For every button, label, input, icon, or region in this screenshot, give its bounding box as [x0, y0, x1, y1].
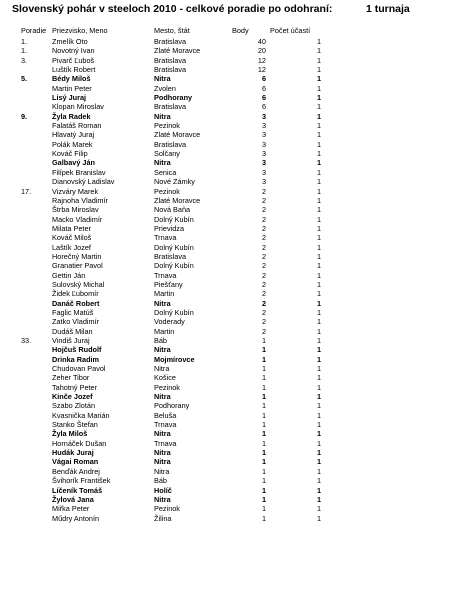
cell-name: Gettin Ján	[52, 270, 86, 280]
cell-city: Bratislava	[154, 251, 187, 261]
cell-count: 1	[316, 270, 321, 280]
cell-city: Podhorany	[154, 93, 193, 103]
cell-name: Zmelík Oto	[52, 37, 88, 46]
table-row	[0, 429, 449, 438]
cell-count: 1	[316, 373, 321, 383]
table-row	[0, 448, 449, 457]
cell-city: Nitra	[154, 74, 171, 84]
table-row	[0, 168, 449, 177]
cell-name: Pivarč Ľuboš	[52, 55, 95, 65]
cell-count: 1	[316, 448, 321, 458]
cell-name: Novotný Ivan	[52, 46, 95, 56]
cell-rank: 9.	[21, 111, 28, 121]
cell-points: 1	[261, 476, 266, 486]
cell-points: 1	[261, 457, 266, 467]
cell-name: Polák Marek	[52, 139, 93, 149]
table-row	[0, 215, 449, 224]
cell-points: 6	[261, 74, 266, 84]
cell-count: 1	[316, 317, 321, 327]
cell-count: 1	[316, 149, 321, 159]
cell-name: Milata Peter	[52, 223, 91, 233]
cell-points: 6	[261, 102, 266, 112]
table-row	[0, 504, 449, 513]
cell-count: 1	[316, 186, 321, 196]
cell-name: Granatier Pavol	[52, 261, 103, 271]
cell-count: 1	[316, 429, 321, 439]
table-row	[0, 177, 449, 186]
cell-points: 2	[261, 205, 266, 215]
cell-points: 6	[261, 93, 266, 103]
cell-name: Kvasnička Marián	[52, 410, 110, 420]
cell-name: Vizváry Marek	[52, 186, 99, 196]
cell-city: Nitra	[154, 448, 171, 458]
cell-name: Zatko Vladimír	[52, 317, 100, 327]
cell-name: Bédy Miloš	[52, 74, 91, 84]
cell-city: Nitra	[154, 111, 171, 121]
cell-city: Trnava	[154, 233, 177, 243]
cell-count: 1	[316, 177, 321, 187]
header-city: Mesto, štát	[154, 26, 190, 35]
cell-name: Dianovský Ladislav	[52, 177, 115, 187]
cell-city: Žilina	[154, 513, 172, 523]
table-row	[0, 299, 449, 308]
header-name: Priezvisko, Meno	[52, 26, 108, 35]
table-row	[0, 308, 449, 317]
cell-count: 1	[316, 485, 321, 495]
cell-points: 40	[257, 37, 266, 46]
cell-city: Piešťany	[154, 279, 183, 289]
cell-city: Nová Baňa	[154, 205, 191, 215]
cell-city: Nitra	[154, 457, 171, 467]
cell-name: Galbavý Ján	[52, 158, 95, 168]
table-row	[0, 224, 449, 233]
table-row	[0, 514, 449, 523]
cell-name: Műdry Antonín	[52, 513, 100, 523]
cell-city: Zlaté Moravce	[154, 130, 201, 140]
cell-points: 3	[261, 167, 266, 177]
cell-name: Klopan Miroslav	[52, 102, 104, 112]
cell-name: Benďák Andrej	[52, 466, 100, 476]
cell-name: Líčeník Tomáš	[52, 485, 103, 495]
cell-points: 1	[261, 438, 266, 448]
cell-name: Dudáš Milan	[52, 326, 93, 336]
cell-points: 1	[261, 364, 266, 374]
cell-name: Vágai Roman	[52, 457, 99, 467]
cell-city: Bratislava	[154, 102, 187, 112]
cell-name: Laštík Jozef	[52, 242, 91, 252]
table-row	[0, 121, 449, 130]
cell-name: Hudák Juraj	[52, 448, 94, 458]
cell-count: 1	[316, 46, 321, 56]
cell-city: Nitra	[154, 158, 171, 168]
cell-points: 12	[257, 65, 266, 75]
cell-city: Košice	[154, 373, 176, 383]
cell-count: 1	[316, 504, 321, 514]
table-row	[0, 93, 449, 102]
cell-rank: 17.	[21, 186, 32, 196]
cell-count: 1	[316, 513, 321, 523]
table-row	[0, 233, 449, 242]
cell-count: 1	[316, 420, 321, 430]
cell-points: 1	[261, 354, 266, 364]
cell-city: Zvolen	[154, 83, 176, 93]
cell-points: 3	[261, 139, 266, 149]
cell-count: 1	[316, 354, 321, 364]
cell-points: 2	[261, 326, 266, 336]
table-row	[0, 345, 449, 354]
cell-rank: 1.	[21, 46, 28, 56]
table-row	[0, 467, 449, 476]
cell-rank: 5.	[21, 74, 28, 84]
cell-count: 1	[316, 476, 321, 486]
table-row	[0, 37, 449, 46]
cell-city: Nitra	[154, 392, 171, 402]
header-points: Body	[232, 26, 249, 35]
cell-count: 1	[316, 93, 321, 103]
cell-points: 20	[257, 46, 266, 56]
cell-count: 1	[316, 494, 321, 504]
cell-name: Zeher Tibor	[52, 373, 90, 383]
cell-name: Kováč Filip	[52, 149, 88, 159]
table-row	[0, 383, 449, 392]
cell-name: Martin Peter	[52, 83, 92, 93]
table-row	[0, 476, 449, 485]
cell-points: 2	[261, 298, 266, 308]
cell-city: Dolný Kubín	[154, 307, 194, 317]
cell-points: 1	[261, 420, 266, 430]
cell-city: Pezinok	[154, 382, 180, 392]
cell-points: 2	[261, 242, 266, 252]
cell-points: 2	[261, 223, 266, 233]
cell-city: Zlaté Moravce	[154, 195, 201, 205]
cell-city: Trnava	[154, 270, 177, 280]
cell-count: 1	[316, 279, 321, 289]
cell-points: 1	[261, 513, 266, 523]
cell-points: 2	[261, 195, 266, 205]
cell-points: 2	[261, 186, 266, 196]
cell-city: Dolný Kubín	[154, 261, 194, 271]
cell-name: Stanko Štefan	[52, 420, 98, 430]
cell-count: 1	[316, 102, 321, 112]
cell-name: Kováč Miloš	[52, 233, 92, 243]
cell-count: 1	[316, 438, 321, 448]
cell-points: 1	[261, 345, 266, 355]
cell-count: 1	[316, 158, 321, 168]
table-row	[0, 317, 449, 326]
cell-points: 3	[261, 111, 266, 121]
table-row	[0, 196, 449, 205]
table-row	[0, 280, 449, 289]
table-row	[0, 439, 449, 448]
table-row	[0, 56, 449, 65]
cell-name: Macko Vladimír	[52, 214, 103, 224]
table-row	[0, 187, 449, 196]
cell-points: 1	[261, 466, 266, 476]
cell-city: Solčany	[154, 149, 180, 159]
header-count: Počet účastí	[270, 26, 311, 35]
cell-points: 1	[261, 485, 266, 495]
cell-count: 1	[316, 74, 321, 84]
table-row	[0, 336, 449, 345]
cell-points: 2	[261, 251, 266, 261]
cell-city: Nitra	[154, 345, 171, 355]
cell-points: 2	[261, 233, 266, 243]
table-row	[0, 420, 449, 429]
cell-name: Žyla Miloš	[52, 429, 88, 439]
table-row	[0, 149, 449, 158]
cell-count: 1	[316, 307, 321, 317]
cell-count: 1	[316, 410, 321, 420]
cell-name: Švihorík František	[52, 476, 111, 486]
table-row	[0, 373, 449, 382]
cell-rank: 1.	[21, 37, 28, 46]
table-row	[0, 411, 449, 420]
cell-city: Podhorany	[154, 401, 190, 411]
cell-points: 1	[261, 504, 266, 514]
cell-points: 3	[261, 149, 266, 159]
cell-count: 1	[316, 65, 321, 75]
cell-count: 1	[316, 83, 321, 93]
cell-count: 1	[316, 111, 321, 121]
cell-points: 2	[261, 261, 266, 271]
cell-count: 1	[316, 336, 321, 345]
cell-points: 2	[261, 270, 266, 280]
cell-city: Martin	[154, 289, 175, 299]
cell-city: Bratislava	[154, 65, 187, 75]
cell-city: Nitra	[154, 429, 171, 439]
cell-name: Lisý Juraj	[52, 93, 87, 103]
cell-count: 1	[316, 242, 321, 252]
cell-count: 1	[316, 326, 321, 336]
table-row	[0, 392, 449, 401]
cell-count: 1	[316, 289, 321, 299]
cell-count: 1	[316, 364, 321, 374]
cell-points: 1	[261, 494, 266, 504]
cell-count: 1	[316, 466, 321, 476]
document-title	[12, 3, 442, 17]
cell-city: Báb	[154, 336, 167, 345]
tournament-count: 1 turnaja	[366, 3, 410, 15]
cell-name: Hornáček Dušan	[52, 438, 107, 448]
cell-name: Falatáš Roman	[52, 121, 102, 131]
cell-name: Sulovský Michal	[52, 279, 105, 289]
cell-count: 1	[316, 167, 321, 177]
cell-points: 1	[261, 373, 266, 383]
cell-city: Dolný Kubín	[154, 242, 194, 252]
cell-city: Pezinok	[154, 121, 180, 131]
cell-points: 1	[261, 382, 266, 392]
cell-city: Dolný Kubín	[154, 214, 194, 224]
cell-points: 6	[261, 83, 266, 93]
cell-city: Nitra	[154, 466, 170, 476]
cell-city: Trnava	[154, 438, 177, 448]
cell-name: Hlavatý Juraj	[52, 130, 95, 140]
cell-city: Bratislava	[154, 37, 187, 46]
cell-count: 1	[316, 298, 321, 308]
cell-name: Vindiš Juraj	[52, 336, 90, 345]
cell-city: Nitra	[154, 364, 170, 374]
cell-points: 3	[261, 121, 266, 131]
table-row	[0, 457, 449, 466]
cell-points: 1	[261, 401, 266, 411]
table-row	[0, 355, 449, 364]
cell-points: 3	[261, 158, 266, 168]
cell-name: Miřka Peter	[52, 504, 90, 514]
cell-points: 12	[257, 55, 266, 65]
table-header	[0, 26, 449, 36]
cell-rank: 3.	[21, 55, 28, 65]
cell-count: 1	[316, 233, 321, 243]
cell-points: 1	[261, 429, 266, 439]
cell-name: Štrba Miroslav	[52, 205, 99, 215]
cell-points: 2	[261, 289, 266, 299]
cell-points: 3	[261, 177, 266, 187]
cell-city: Nitra	[154, 494, 171, 504]
cell-city: Trnava	[154, 420, 177, 430]
cell-count: 1	[316, 392, 321, 402]
table-row	[0, 486, 449, 495]
cell-count: 1	[316, 205, 321, 215]
cell-points: 2	[261, 214, 266, 224]
cell-points: 1	[261, 336, 266, 345]
cell-points: 1	[261, 410, 266, 420]
table-row	[0, 158, 449, 167]
table-row	[0, 205, 449, 214]
cell-count: 1	[316, 130, 321, 140]
table-row	[0, 65, 449, 74]
cell-points: 3	[261, 130, 266, 140]
cell-points: 1	[261, 448, 266, 458]
cell-points: 2	[261, 317, 266, 327]
table-row	[0, 84, 449, 93]
table-row	[0, 74, 449, 83]
cell-name: Žyla Radek	[52, 111, 91, 121]
cell-count: 1	[316, 195, 321, 205]
cell-name: Rajnoha Vladimír	[52, 195, 108, 205]
table-row	[0, 243, 449, 252]
cell-city: Beluša	[154, 410, 177, 420]
cell-city: Nitra	[154, 298, 171, 308]
cell-city: Bratislava	[154, 139, 187, 149]
cell-name: Szabo Zlotán	[52, 401, 95, 411]
table-row	[0, 289, 449, 298]
table-row	[0, 261, 449, 270]
cell-name: Luštík Robert	[52, 65, 96, 75]
cell-points: 2	[261, 307, 266, 317]
cell-name: Kinče Jozef	[52, 392, 93, 402]
table-row	[0, 130, 449, 139]
cell-name: Chudovan Pavol	[52, 364, 106, 374]
table-row	[0, 112, 449, 121]
cell-count: 1	[316, 55, 321, 65]
cell-count: 1	[316, 401, 321, 411]
cell-city: Mojmírovce	[154, 354, 195, 364]
table-row	[0, 327, 449, 336]
cell-name: Horečný Martin	[52, 251, 102, 261]
cell-city: Senica	[154, 167, 177, 177]
cell-count: 1	[316, 382, 321, 392]
cell-city: Pezinok	[154, 504, 180, 514]
table-row	[0, 102, 449, 111]
cell-city: Báb	[154, 476, 167, 486]
cell-name: Žylová Jana	[52, 494, 94, 504]
title-text: Slovenský pohár v steeloch 2010 - celkové poradie po odohraní:	[12, 3, 333, 15]
table-row	[0, 252, 449, 261]
cell-city: Nové Zámky	[154, 177, 195, 187]
cell-points: 1	[261, 392, 266, 402]
cell-count: 1	[316, 214, 321, 224]
table-row	[0, 140, 449, 149]
cell-city: Pezinok	[154, 186, 180, 196]
cell-count: 1	[316, 223, 321, 233]
table-row	[0, 401, 449, 410]
cell-count: 1	[316, 261, 321, 271]
cell-rank: 33.	[21, 336, 32, 345]
table-row	[0, 364, 449, 373]
cell-count: 1	[316, 139, 321, 149]
table-row	[0, 46, 449, 55]
cell-city: Prievidza	[154, 223, 185, 233]
cell-city: Holíč	[154, 485, 172, 495]
cell-name: Danáč Robert	[52, 298, 100, 308]
table-row	[0, 495, 449, 504]
cell-count: 1	[316, 121, 321, 131]
standings-table	[0, 37, 449, 523]
cell-city: Voderady	[154, 317, 185, 327]
cell-name: Židek Ľubomír	[52, 289, 99, 299]
cell-name: Faglic Matúš	[52, 307, 94, 317]
cell-count: 1	[316, 345, 321, 355]
table-row	[0, 271, 449, 280]
cell-city: Bratislava	[154, 55, 187, 65]
cell-points: 2	[261, 279, 266, 289]
cell-name: Drinka Radim	[52, 354, 100, 364]
cell-count: 1	[316, 457, 321, 467]
header-rank: Poradie	[21, 26, 47, 35]
cell-count: 1	[316, 37, 321, 46]
cell-count: 1	[316, 251, 321, 261]
cell-name: Tahotný Peter	[52, 382, 98, 392]
cell-city: Martin	[154, 326, 175, 336]
cell-name: Filípek Branislav	[52, 167, 106, 177]
cell-name: Hojčuš Rudolf	[52, 345, 102, 355]
cell-city: Zlaté Moravce	[154, 46, 201, 56]
